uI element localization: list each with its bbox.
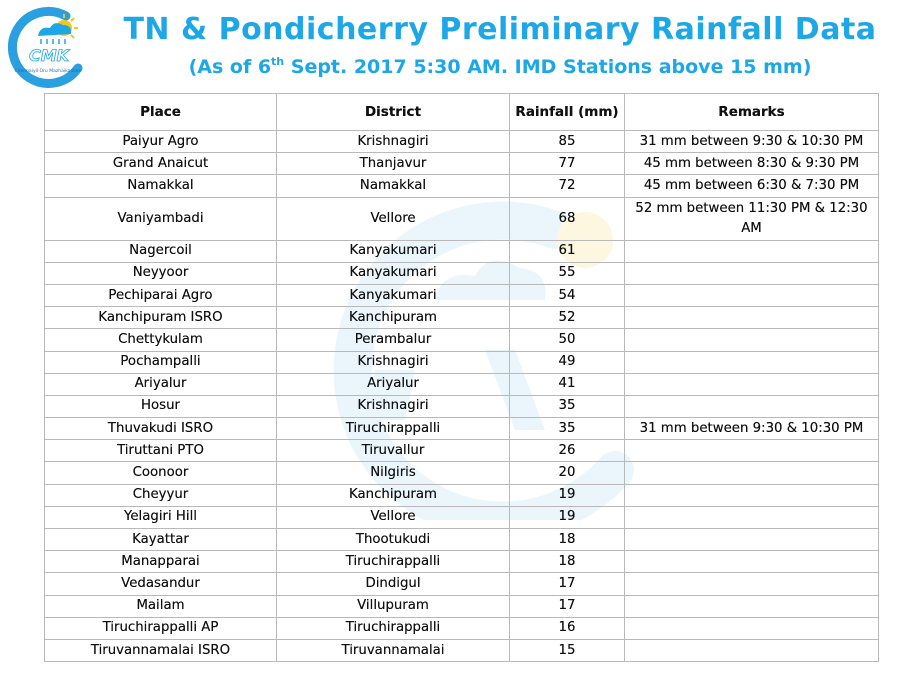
table-row: [45, 175, 879, 197]
cell-district: Kanyakumari: [277, 284, 510, 306]
column-header-remarks: Remarks: [625, 94, 879, 131]
cell-rainfall: 68: [510, 197, 625, 240]
table-row: [45, 351, 879, 373]
cell-district: Thootukudi: [277, 529, 510, 551]
cell-district: Krishnagiri: [277, 351, 510, 373]
cell-place: Hosur: [45, 395, 277, 417]
cell-remarks: 31 mm between 9:30 & 10:30 PM: [625, 131, 879, 153]
table-row: [45, 595, 879, 617]
cell-remarks: [625, 440, 879, 462]
cell-rainfall: 55: [510, 262, 625, 284]
cell-place: Vedasandur: [45, 573, 277, 595]
cell-district: Perambalur: [277, 329, 510, 351]
cell-rainfall: 16: [510, 617, 625, 639]
cell-remarks: [625, 373, 879, 395]
cell-place: Thuvakudi ISRO: [45, 418, 277, 440]
cell-rainfall: 54: [510, 284, 625, 306]
cell-place: Kayattar: [45, 529, 277, 551]
table-row: [45, 373, 879, 395]
cell-rainfall: 35: [510, 418, 625, 440]
column-header-district: District: [277, 94, 510, 131]
cell-remarks: [625, 307, 879, 329]
cell-district: Ariyalur: [277, 373, 510, 395]
cell-remarks: 45 mm between 8:30 & 9:30 PM: [625, 153, 879, 175]
cell-rainfall: 85: [510, 131, 625, 153]
cell-rainfall: 61: [510, 240, 625, 262]
table-row: [45, 307, 879, 329]
cell-rainfall: 17: [510, 595, 625, 617]
cell-district: Tiruvallur: [277, 440, 510, 462]
cell-district: Tiruchirappalli: [277, 418, 510, 440]
cell-rainfall: 35: [510, 395, 625, 417]
table-row: [45, 329, 879, 351]
cell-rainfall: 77: [510, 153, 625, 175]
cell-district: Kanyakumari: [277, 240, 510, 262]
column-header-place: Place: [45, 94, 277, 131]
cell-place: Tiruttani PTO: [45, 440, 277, 462]
table-row: [45, 284, 879, 306]
cell-district: Krishnagiri: [277, 395, 510, 417]
cell-place: Namakkal: [45, 175, 277, 197]
cell-remarks: [625, 284, 879, 306]
cell-remarks: 31 mm between 9:30 & 10:30 PM: [625, 418, 879, 440]
table-row: [45, 131, 879, 153]
cell-place: Coonoor: [45, 462, 277, 484]
table-row: [45, 197, 879, 240]
cell-district: Kanchipuram: [277, 484, 510, 506]
table-row: [45, 262, 879, 284]
table-row: [45, 529, 879, 551]
rainfall-table: [44, 93, 879, 662]
cell-place: Paiyur Agro: [45, 131, 277, 153]
cmk-logo: [8, 6, 90, 88]
cell-remarks: [625, 573, 879, 595]
cell-remarks: [625, 506, 879, 528]
table-row: [45, 153, 879, 175]
page-subtitle: (As of 6th Sept. 2017 5:30 AM. IMD Stations above 15 mm): [188, 55, 812, 78]
cell-district: Tiruchirappalli: [277, 617, 510, 639]
cell-place: Ariyalur: [45, 373, 277, 395]
cell-remarks: [625, 351, 879, 373]
cell-place: Pechiparai Agro: [45, 284, 277, 306]
cell-rainfall: 18: [510, 551, 625, 573]
cell-district: Thanjavur: [277, 153, 510, 175]
cell-remarks: [625, 395, 879, 417]
cell-rainfall: 19: [510, 484, 625, 506]
cell-rainfall: 52: [510, 307, 625, 329]
table-row: [45, 617, 879, 639]
cell-remarks: [625, 262, 879, 284]
cell-district: Namakkal: [277, 175, 510, 197]
table-row: [45, 551, 879, 573]
column-header-rainfall: Rainfall (mm): [510, 94, 625, 131]
cell-place: Manapparai: [45, 551, 277, 573]
cell-rainfall: 17: [510, 573, 625, 595]
table-header-row: [45, 94, 879, 131]
cell-remarks: 52 mm between 11:30 PM & 12:30 AM: [625, 197, 879, 240]
cell-rainfall: 20: [510, 462, 625, 484]
cell-district: Dindigul: [277, 573, 510, 595]
cell-place: Yelagiri Hill: [45, 506, 277, 528]
table-row: [45, 462, 879, 484]
cell-place: Mailam: [45, 595, 277, 617]
cell-place: Chettykulam: [45, 329, 277, 351]
table-row: [45, 395, 879, 417]
logo-caption: Chennaiyil Oru Mazhaikaalam: [14, 69, 82, 74]
cell-remarks: [625, 639, 879, 661]
cell-place: Cheyyur: [45, 484, 277, 506]
cell-remarks: [625, 529, 879, 551]
cell-district: Tiruchirappalli: [277, 551, 510, 573]
cell-remarks: [625, 617, 879, 639]
cell-district: Kanchipuram: [277, 307, 510, 329]
cell-remarks: [625, 329, 879, 351]
cell-district: Krishnagiri: [277, 131, 510, 153]
cell-rainfall: 50: [510, 329, 625, 351]
table-row: [45, 418, 879, 440]
cell-remarks: [625, 595, 879, 617]
cell-district: Villupuram: [277, 595, 510, 617]
cell-remarks: [625, 484, 879, 506]
cell-rainfall: 49: [510, 351, 625, 373]
cell-rainfall: 15: [510, 639, 625, 661]
table-row: [45, 506, 879, 528]
cell-rainfall: 26: [510, 440, 625, 462]
cell-place: Pochampalli: [45, 351, 277, 373]
cell-place: Vaniyambadi: [45, 197, 277, 240]
cell-district: Tiruvannamalai: [277, 639, 510, 661]
cell-rainfall: 19: [510, 506, 625, 528]
cell-rainfall: 72: [510, 175, 625, 197]
cell-place: Tiruvannamalai ISRO: [45, 639, 277, 661]
cell-rainfall: 41: [510, 373, 625, 395]
cell-remarks: [625, 551, 879, 573]
cell-district: Kanyakumari: [277, 262, 510, 284]
cell-place: Grand Anaicut: [45, 153, 277, 175]
table-row: [45, 440, 879, 462]
cell-district: Nilgiris: [277, 462, 510, 484]
cell-remarks: [625, 240, 879, 262]
cell-place: Nagercoil: [45, 240, 277, 262]
table-row: [45, 639, 879, 661]
cell-place: Neyyoor: [45, 262, 277, 284]
cell-place: Tiruchirappalli AP: [45, 617, 277, 639]
cell-remarks: 45 mm between 6:30 & 7:30 PM: [625, 175, 879, 197]
cell-place: Kanchipuram ISRO: [45, 307, 277, 329]
table-body: [45, 131, 879, 662]
cell-remarks: [625, 462, 879, 484]
table-row: [45, 484, 879, 506]
cell-district: Vellore: [277, 197, 510, 240]
table-row: [45, 573, 879, 595]
cell-rainfall: 18: [510, 529, 625, 551]
logo-text: CMK: [28, 46, 70, 65]
cell-district: Vellore: [277, 506, 510, 528]
table-row: [45, 240, 879, 262]
page-title: TN & Pondicherry Preliminary Rainfall Data: [123, 12, 877, 47]
